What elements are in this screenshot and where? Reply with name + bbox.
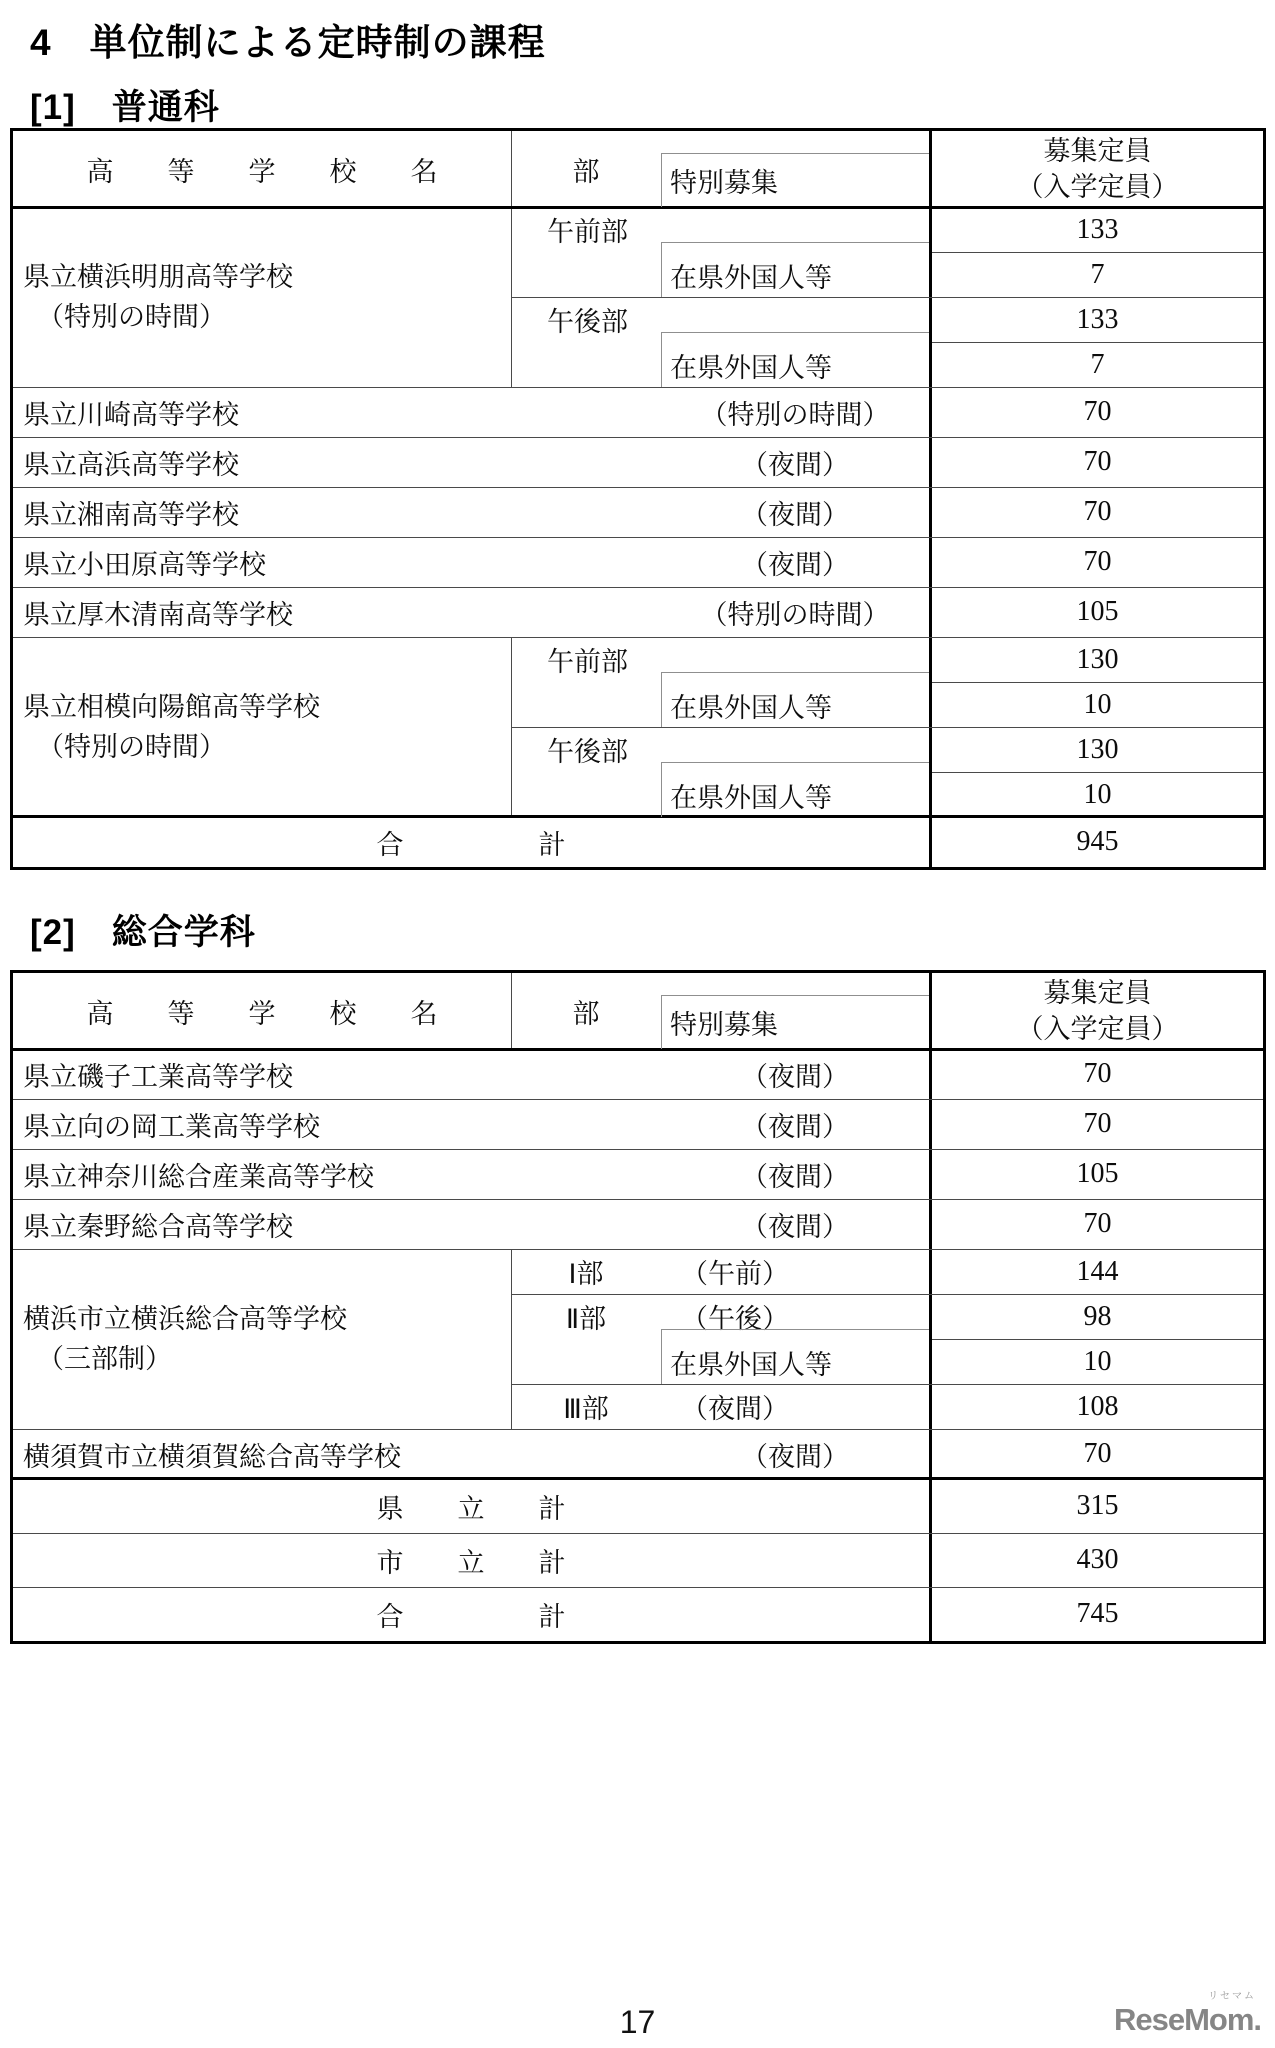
school-name: 県立向の岡工業高等学校 <box>23 1111 320 1142</box>
capacity-header-line2: （入学定員） <box>1016 172 1179 202</box>
resemom-logo-ruby: リセマム <box>1208 1991 1256 2002</box>
column-header-special-recruitment: 特別募集 <box>661 153 929 207</box>
school-name: 県立磯子工業高等学校 <box>23 1061 293 1092</box>
resemom-logo <box>1114 1992 1261 2035</box>
table-sogo-gakka <box>10 970 1266 1644</box>
capacity-value: 10 <box>1083 1345 1112 1377</box>
school-name: 県立小田原高等学校 <box>23 549 266 580</box>
column-header-school-name: 高 等 学 校 名 <box>86 156 438 187</box>
capacity-value: 70 <box>1083 1438 1112 1469</box>
capacity-value: 70 <box>1083 1108 1112 1139</box>
school-note: （三部制） <box>37 1344 172 1374</box>
capacity-value: 70 <box>1083 546 1112 577</box>
grand-total-value: 745 <box>1076 1598 1119 1629</box>
department-cell: 午後部 <box>547 307 628 337</box>
column-header-capacity <box>932 973 1263 1049</box>
department-cell: 午後部 <box>547 737 628 767</box>
capacity-value: 133 <box>1076 303 1119 335</box>
department-cell: Ⅱ部 <box>565 1304 607 1334</box>
capacity-value: 98 <box>1083 1300 1112 1332</box>
school-note: （特別の時間） <box>37 732 226 762</box>
department-cell: 午前部 <box>547 217 628 247</box>
recruitment-category: （夜間） <box>681 1394 789 1424</box>
municipal-total-label: 市 立 計 <box>376 1547 566 1578</box>
capacity-value: 105 <box>1076 1158 1119 1189</box>
municipal-total-value: 430 <box>1076 1544 1119 1575</box>
capacity-value: 7 <box>1090 258 1105 290</box>
school-name: 県立高浜高等学校 <box>23 449 239 480</box>
school-name-cell <box>13 637 511 817</box>
capacity-value: 70 <box>1083 446 1112 477</box>
capacity-value: 105 <box>1076 596 1119 627</box>
special-recruitment-cell: 在県外国人等 <box>661 672 929 727</box>
special-recruitment-cell: 在県外国人等 <box>661 242 929 297</box>
capacity-value: 10 <box>1083 778 1112 810</box>
recruitment-category: （夜間） <box>741 1441 849 1472</box>
school-name: 横須賀市立横須賀総合高等学校 <box>23 1441 401 1472</box>
recruitment-category: （午後） <box>681 1304 789 1334</box>
capacity-header-line2: （入学定員） <box>1016 1014 1179 1044</box>
capacity-value: 133 <box>1076 213 1119 245</box>
page-number: 17 <box>619 2004 656 2040</box>
department-cell: Ⅲ部 <box>563 1394 609 1424</box>
school-name-cell <box>13 1249 511 1429</box>
capacity-value: 130 <box>1076 733 1119 765</box>
document-title: 4 単位制による定時制の課程 <box>30 22 546 63</box>
school-name: 県立横浜明朋高等学校 <box>23 262 293 292</box>
capacity-value: 108 <box>1076 1390 1119 1422</box>
column-header-department: 部 <box>572 998 600 1029</box>
column-header-special-recruitment: 特別募集 <box>661 995 929 1049</box>
capacity-value: 70 <box>1083 1058 1112 1089</box>
total-label: 合 計 <box>376 829 566 860</box>
recruitment-category: （夜間） <box>741 549 849 580</box>
school-name: 県立神奈川総合産業高等学校 <box>23 1161 374 1192</box>
school-name: 県立湘南高等学校 <box>23 499 239 530</box>
capacity-value: 7 <box>1090 348 1105 380</box>
recruitment-category: （夜間） <box>741 1161 849 1192</box>
recruitment-category: （夜間） <box>741 1211 849 1242</box>
recruitment-category: （特別の時間） <box>700 599 890 630</box>
section-2-heading: [2] 総合学科 <box>30 913 256 952</box>
total-value: 945 <box>1076 826 1119 857</box>
recruitment-category: （特別の時間） <box>700 399 890 430</box>
grand-total-label: 合 計 <box>376 1601 566 1632</box>
column-header-capacity <box>932 131 1263 207</box>
school-name: 横浜市立横浜総合高等学校 <box>23 1304 347 1334</box>
recruitment-category: （夜間） <box>741 499 849 530</box>
section-1-heading: [1] 普通科 <box>30 88 220 127</box>
school-note: （特別の時間） <box>37 302 226 332</box>
school-name: 県立秦野総合高等学校 <box>23 1211 293 1242</box>
capacity-value: 70 <box>1083 396 1112 427</box>
school-name-cell <box>13 207 511 387</box>
school-name: 県立相模向陽館高等学校 <box>23 692 320 722</box>
recruitment-category: （夜間） <box>741 1061 849 1092</box>
recruitment-category: （夜間） <box>741 449 849 480</box>
capacity-value: 144 <box>1076 1255 1119 1287</box>
school-name: 県立厚木清南高等学校 <box>23 599 293 630</box>
capacity-value: 130 <box>1076 643 1119 675</box>
column-header-department: 部 <box>572 156 600 187</box>
column-header-school-name: 高 等 学 校 名 <box>86 998 438 1029</box>
recruitment-category: （夜間） <box>741 1111 849 1142</box>
school-name: 県立川崎高等学校 <box>23 399 239 430</box>
department-cell: Ⅰ部 <box>568 1259 604 1289</box>
capacity-value: 10 <box>1083 688 1112 720</box>
department-cell: 午前部 <box>547 647 628 677</box>
resemom-logo-text: ReseMom. <box>1113 2002 1261 2037</box>
special-recruitment-cell: 在県外国人等 <box>661 332 929 387</box>
special-recruitment-cell: 在県外国人等 <box>661 762 929 817</box>
capacity-value: 70 <box>1083 496 1112 527</box>
capacity-header-line1: 募集定員 <box>1043 978 1152 1008</box>
prefectural-total-value: 315 <box>1076 1490 1119 1521</box>
capacity-header-line1: 募集定員 <box>1043 136 1152 166</box>
prefectural-total-label: 県 立 計 <box>376 1493 566 1524</box>
special-recruitment-cell: 在県外国人等 <box>661 1329 929 1384</box>
recruitment-category: （午前） <box>681 1259 789 1289</box>
table-futsuka <box>10 128 1266 870</box>
capacity-value: 70 <box>1083 1208 1112 1239</box>
